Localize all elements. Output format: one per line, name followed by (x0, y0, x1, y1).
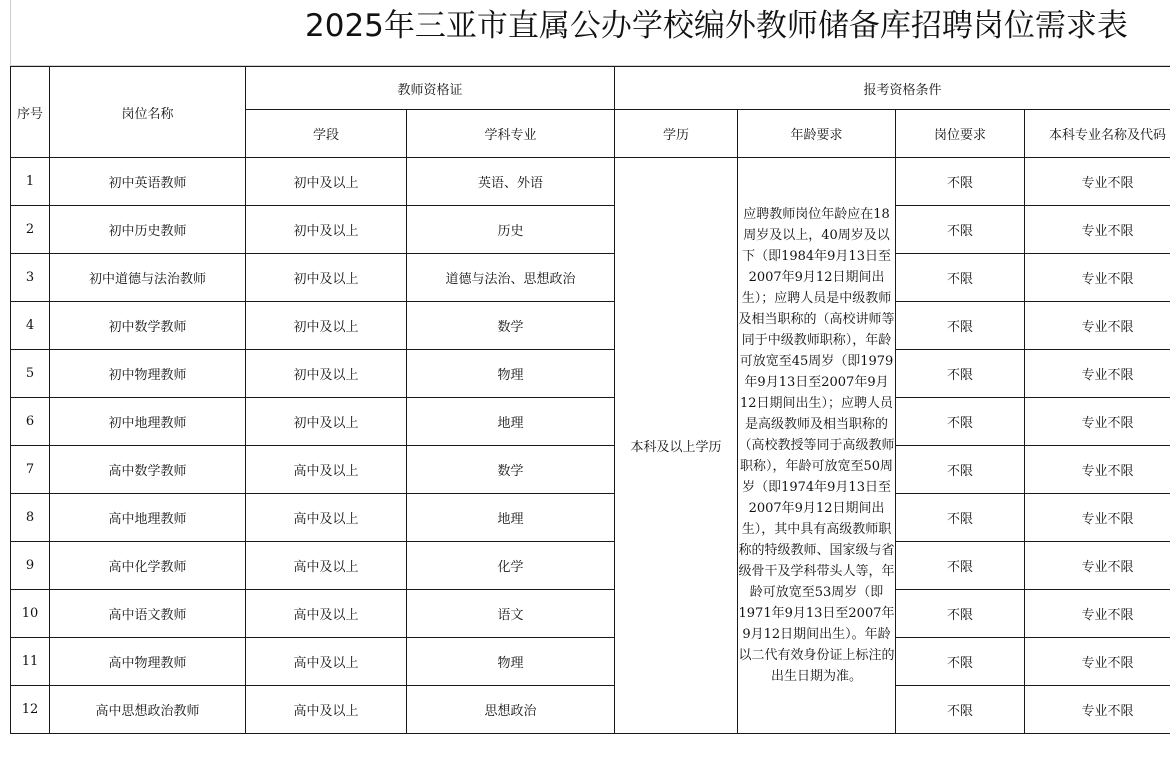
cell-major: 专业不限 (1025, 302, 1170, 350)
cell-position: 初中地理教师 (50, 398, 246, 446)
cell-major: 专业不限 (1025, 398, 1170, 446)
table-row (11, 446, 1170, 494)
table-row (11, 350, 1170, 398)
cell-stage: 高中及以上 (246, 638, 407, 686)
cell-position: 初中物理教师 (50, 350, 246, 398)
cell-stage: 初中及以上 (246, 158, 407, 206)
cell-major: 专业不限 (1025, 350, 1170, 398)
cell-seq: 7 (11, 446, 50, 494)
cell-major: 专业不限 (1025, 590, 1170, 638)
table-row (11, 302, 1170, 350)
cell-position: 高中地理教师 (50, 494, 246, 542)
cell-post-requirement: 不限 (896, 398, 1025, 446)
cell-subject: 地理 (407, 398, 615, 446)
cell-post-requirement: 不限 (896, 206, 1025, 254)
header-education: 学历 (615, 110, 738, 158)
cell-seq: 10 (11, 590, 50, 638)
header-requirement-group: 报考资格条件 (615, 67, 1170, 110)
table-row (11, 686, 1170, 734)
cell-major: 专业不限 (1025, 206, 1170, 254)
cell-major: 专业不限 (1025, 254, 1170, 302)
cell-post-requirement: 不限 (896, 158, 1025, 206)
cell-subject: 历史 (407, 206, 615, 254)
header-post-requirement: 岗位要求 (896, 110, 1025, 158)
cell-age-requirement-shared: 应聘教师岗位年龄应在18周岁及以上，40周岁及以下（即1984年9月13日至2007年9月12日期间出生）；应聘人员是中级教师及相当职称的（高校讲师等同于中级教师职称），年龄可放宽至45周岁（即1979年9月13日至2007年9月12日期间出生）；应聘人员是高级教师及相当职称的（高校教授等同于高级教师职称），年龄可放宽至50周岁（即1974年9月13日至2007年9月12日期间出生），其中具有高级教师职称的特级教师、国家级与省级骨干及学科带头人等，年龄可放宽至53周岁（即1971年9月13日至2007年9月12日期间出生）。年龄以二代有效身份证上标注的出生日期为准。 (738, 158, 896, 734)
header-seq: 序号 (11, 67, 50, 158)
cell-seq: 1 (11, 158, 50, 206)
header-age: 年龄要求 (738, 110, 896, 158)
cell-subject: 英语、外语 (407, 158, 615, 206)
header-cert-group: 教师资格证 (246, 67, 615, 110)
cell-major: 专业不限 (1025, 494, 1170, 542)
cell-post-requirement: 不限 (896, 494, 1025, 542)
table-row (11, 398, 1170, 446)
cell-post-requirement: 不限 (896, 254, 1025, 302)
cell-education-shared: 本科及以上学历 (615, 158, 738, 734)
cell-position: 初中道德与法治教师 (50, 254, 246, 302)
cell-seq: 12 (11, 686, 50, 734)
cell-subject: 地理 (407, 494, 615, 542)
table-row (11, 638, 1170, 686)
cell-seq: 6 (11, 398, 50, 446)
cell-subject: 物理 (407, 638, 615, 686)
cell-post-requirement: 不限 (896, 302, 1025, 350)
cell-seq: 5 (11, 350, 50, 398)
cell-position: 初中英语教师 (50, 158, 246, 206)
cell-subject: 数学 (407, 446, 615, 494)
cell-seq: 8 (11, 494, 50, 542)
cell-subject: 语文 (407, 590, 615, 638)
table-row (11, 542, 1170, 590)
cell-subject: 化学 (407, 542, 615, 590)
cell-major: 专业不限 (1025, 446, 1170, 494)
cell-stage: 初中及以上 (246, 398, 407, 446)
cell-stage: 高中及以上 (246, 590, 407, 638)
cell-position: 高中语文教师 (50, 590, 246, 638)
cell-subject: 数学 (407, 302, 615, 350)
header-stage: 学段 (246, 110, 407, 158)
cell-stage: 高中及以上 (246, 494, 407, 542)
cell-major: 专业不限 (1025, 638, 1170, 686)
table-row (11, 158, 1170, 206)
page-title: 2025年三亚市直属公办学校编外教师储备库招聘岗位需求表 (305, 8, 1128, 44)
cell-seq: 4 (11, 302, 50, 350)
cell-stage: 高中及以上 (246, 446, 407, 494)
header-subject: 学科专业 (407, 110, 615, 158)
cell-post-requirement: 不限 (896, 350, 1025, 398)
cell-position: 高中物理教师 (50, 638, 246, 686)
header-position: 岗位名称 (50, 67, 246, 158)
cell-seq: 11 (11, 638, 50, 686)
table-row (11, 494, 1170, 542)
cell-position: 高中化学教师 (50, 542, 246, 590)
cell-position: 初中数学教师 (50, 302, 246, 350)
cell-position: 高中思想政治教师 (50, 686, 246, 734)
cell-major: 专业不限 (1025, 686, 1170, 734)
cell-post-requirement: 不限 (896, 446, 1025, 494)
cell-stage: 初中及以上 (246, 206, 407, 254)
recruitment-table (10, 66, 1170, 734)
cell-stage: 初中及以上 (246, 350, 407, 398)
cell-stage: 初中及以上 (246, 302, 407, 350)
cell-major: 专业不限 (1025, 542, 1170, 590)
cell-subject: 思想政治 (407, 686, 615, 734)
table-row (11, 254, 1170, 302)
cell-post-requirement: 不限 (896, 638, 1025, 686)
cell-stage: 高中及以上 (246, 542, 407, 590)
cell-stage: 高中及以上 (246, 686, 407, 734)
table-row (11, 590, 1170, 638)
cell-position: 高中数学教师 (50, 446, 246, 494)
cell-seq: 9 (11, 542, 50, 590)
cell-subject: 物理 (407, 350, 615, 398)
cell-stage: 初中及以上 (246, 254, 407, 302)
cell-seq: 3 (11, 254, 50, 302)
cell-subject: 道德与法治、思想政治 (407, 254, 615, 302)
cell-post-requirement: 不限 (896, 590, 1025, 638)
table-row (11, 206, 1170, 254)
cell-post-requirement: 不限 (896, 686, 1025, 734)
cell-position: 初中历史教师 (50, 206, 246, 254)
cell-seq: 2 (11, 206, 50, 254)
header-major: 本科专业名称及代码 (1025, 110, 1170, 158)
cell-major: 专业不限 (1025, 158, 1170, 206)
cell-post-requirement: 不限 (896, 542, 1025, 590)
